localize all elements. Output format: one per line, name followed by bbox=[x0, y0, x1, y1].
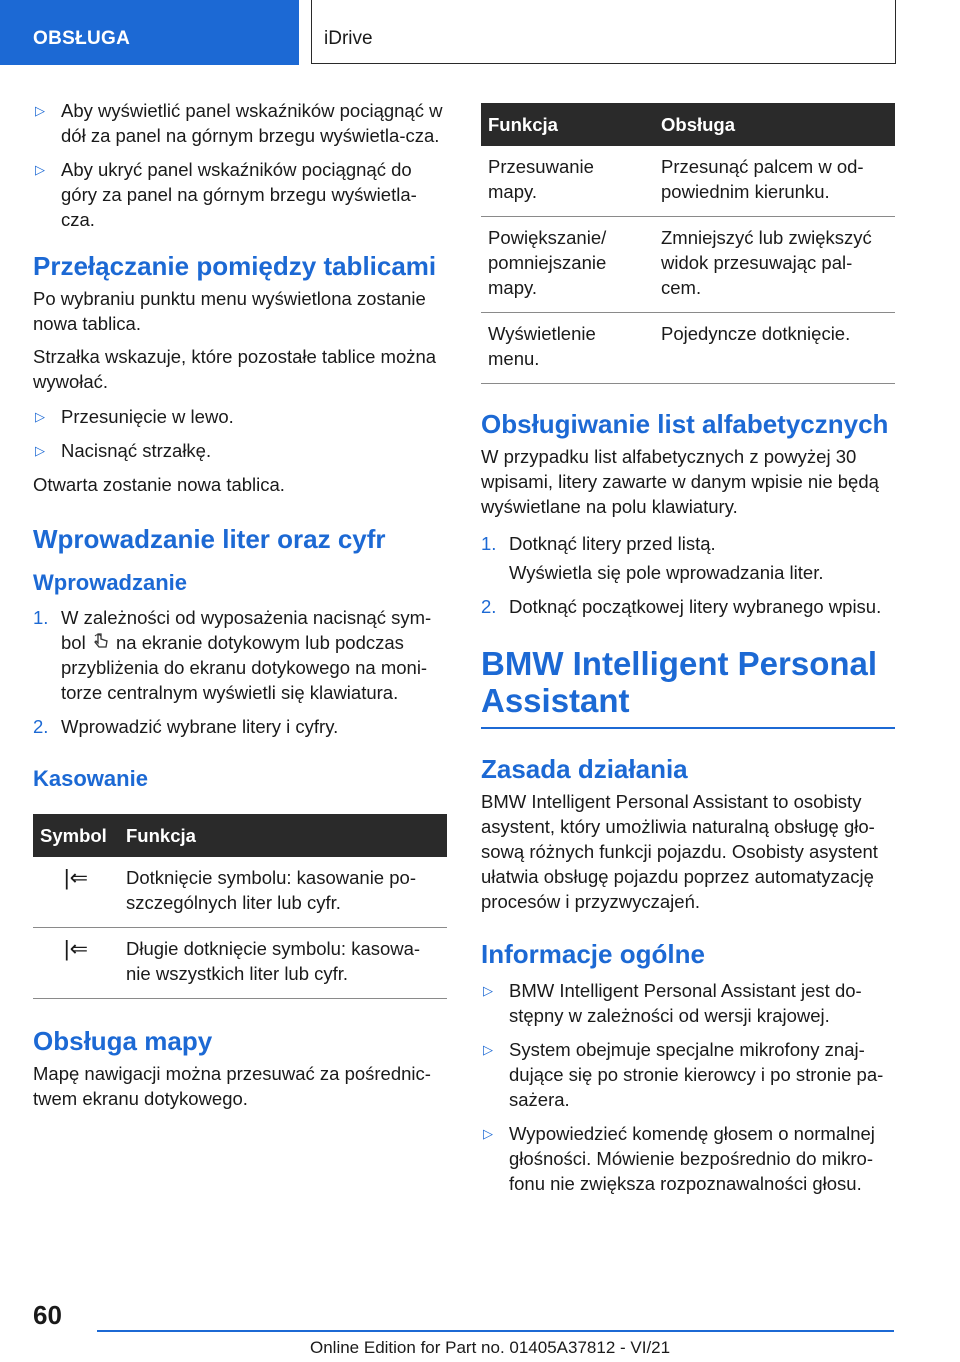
table-row: |⇐ Długie dotknięcie symbolu: kasowa-nie wszystkich liter lub cyfr. bbox=[33, 928, 447, 999]
table-row: |⇐ Dotknięcie symbolu: kasowanie po-szczególnych liter lub cyfr. bbox=[33, 857, 447, 928]
section-tab-label: OBSŁUGA bbox=[33, 28, 131, 49]
list-item: 1. W zależności od wyposażenia nacisnąć sym-bol na ekranie dotykowym lub podczas przybliżenia do ekranu dotykowego na moni-torze centralnym wyświetli się klawiatura. bbox=[33, 607, 432, 703]
left-column bbox=[33, 98, 447, 1111]
bullet-marker-icon: ▷ bbox=[483, 1126, 493, 1141]
backspace-icon: |⇐ bbox=[63, 865, 89, 890]
paragraph: Po wybraniu punktu menu wyświetlona zostanie nowa tablica. bbox=[33, 288, 426, 334]
paragraph: Strzałka wskazuje, które pozostałe tablice można wywołać. bbox=[33, 346, 437, 392]
header-title-box bbox=[311, 0, 896, 64]
bullet-marker-icon: ▷ bbox=[483, 1042, 493, 1057]
chapter-title: BMW Intelligent Personal Assistant bbox=[481, 645, 878, 719]
section-heading: Obsługiwanie list alfabetycznych bbox=[481, 409, 889, 439]
paragraph: BMW Intelligent Personal Assistant to osobisty asystent, który umożliwia naturalną obsługę gło-sową różnych funkcji pojazdu. Osobisty asystent ułatwia obsługę pojazdu poprzez automatyzację procesów i przyzwyczajeń. bbox=[481, 791, 878, 912]
touch-hand-icon bbox=[91, 631, 111, 651]
list-item: 2. Wprowadzić wybrane litery i cyfry. bbox=[33, 716, 339, 737]
footer-edition: Online Edition for Part no. 01405A37812 - VI/21 bbox=[310, 1338, 671, 1357]
right-column bbox=[481, 103, 895, 1205]
page-number: 60 bbox=[33, 1300, 62, 1330]
section-tab bbox=[0, 0, 299, 65]
table-row: Przesuwanie mapy. Przesunąć palcem w od-powiednim kierunku. bbox=[481, 146, 895, 217]
footer-divider bbox=[97, 1330, 894, 1332]
list-item: ▷ Aby ukryć panel wskaźników pociągnąć do góry za panel na górnym brzegu wyświetla-cza. bbox=[35, 159, 417, 230]
bullet-marker-icon: ▷ bbox=[35, 162, 45, 177]
list-item: 2. Dotknąć początkowej litery wybranego wpisu. bbox=[481, 596, 882, 617]
table-row: Powiększanie/ pomniejszanie mapy. Zmniejszyć lub zwiększyć widok przesuwając pal-cem. bbox=[481, 217, 895, 313]
paragraph: W przypadku list alfabetycznych z powyżej 30 wpisami, litery zawarte w danym wpisie nie będą wyświetlane na polu klawiatury. bbox=[481, 446, 879, 517]
list-item: ▷ Wypowiedzieć komendę głosem o normalnej głośności. Mówienie bezpośrednio do mikro-fonu nie zwiększa rozpoznawalności głosu. bbox=[483, 1123, 875, 1194]
step-number: 1. bbox=[481, 533, 497, 554]
subsection-heading: Wprowadzanie bbox=[33, 570, 188, 595]
table-header: Funkcja bbox=[481, 103, 654, 146]
step-number: 1. bbox=[33, 607, 49, 628]
step-subtext: Wyświetla się pole wprowadzania liter. bbox=[509, 562, 824, 583]
step-number: 2. bbox=[481, 596, 497, 617]
section-heading: Informacje ogólne bbox=[481, 939, 705, 969]
section-heading: Obsługa mapy bbox=[33, 1026, 213, 1056]
table-header: Funkcja bbox=[119, 814, 447, 857]
list-item: ▷ Nacisnąć strzałkę. bbox=[35, 440, 212, 461]
paragraph: Otwarta zostanie nowa tablica. bbox=[33, 474, 285, 495]
list-item: ▷ System obejmuje specjalne mikrofony znaj-dujące się po stronie kierowcy i po stronie pa-sażera. bbox=[483, 1039, 884, 1110]
section-heading: Wprowadzanie liter oraz cyfr bbox=[33, 524, 386, 554]
table-header: Symbol bbox=[33, 814, 119, 857]
bullet-marker-icon: ▷ bbox=[35, 409, 45, 424]
chapter-divider bbox=[481, 727, 895, 729]
table-header: Obsługa bbox=[654, 103, 895, 146]
step-number: 2. bbox=[33, 716, 49, 737]
list-item: ▷ Aby wyświetlić panel wskaźników pociągnąć w dół za panel na górnym brzegu wyświetla-cza. bbox=[35, 100, 443, 146]
list-item: ▷ Przesunięcie w lewo. bbox=[35, 406, 234, 427]
map-gestures-table bbox=[481, 103, 895, 384]
header-title: iDrive bbox=[324, 28, 373, 49]
backspace-icon: |⇐ bbox=[63, 936, 89, 961]
bullet-marker-icon: ▷ bbox=[35, 103, 45, 118]
delete-symbol-table bbox=[33, 814, 447, 999]
list-item: ▷ BMW Intelligent Personal Assistant jest do-stępny w zależności od wersji krajowej. bbox=[483, 980, 862, 1026]
bullet-marker-icon: ▷ bbox=[483, 983, 493, 998]
subsection-heading: Kasowanie bbox=[33, 766, 148, 791]
table-row: Wyświetlenie menu. Pojedyncze dotknięcie. bbox=[481, 313, 895, 384]
list-item: 1. Dotknąć litery przed listą. bbox=[481, 533, 716, 554]
paragraph: Mapę nawigacji można przesuwać za pośrednic-twem ekranu dotykowego. bbox=[33, 1063, 431, 1109]
section-heading: Zasada działania bbox=[481, 754, 688, 784]
section-heading: Przełączanie pomiędzy tablicami bbox=[33, 251, 437, 281]
bullet-marker-icon: ▷ bbox=[35, 443, 45, 458]
